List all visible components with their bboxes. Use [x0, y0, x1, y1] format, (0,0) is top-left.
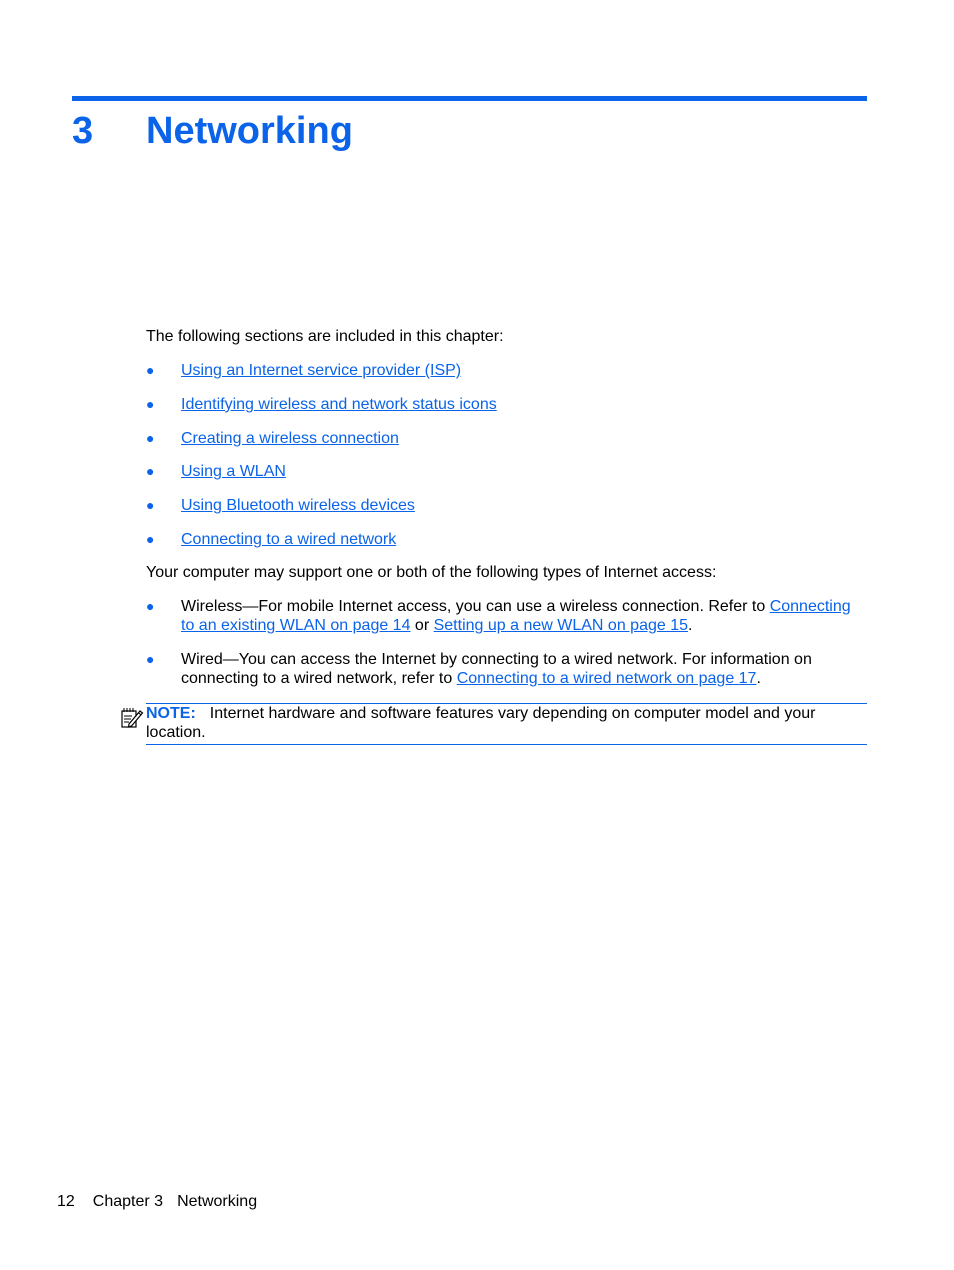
- wireless-description: Wireless—For mobile Internet access, you can use a wireless connection. Refer to Connecting to an existing WLAN on page 14 or Setting up a new WLAN on page 15.: [181, 598, 851, 634]
- page-footer: [57, 1192, 257, 1211]
- access-type-list: [146, 597, 866, 703]
- bullet-icon: ●: [146, 362, 155, 378]
- toc-link-wlan[interactable]: Using a WLAN: [181, 463, 286, 481]
- link-wired-network[interactable]: Connecting to a wired network on page 17: [456, 670, 757, 687]
- chapter-title: Networking: [146, 110, 353, 152]
- section-list: [146, 361, 866, 564]
- footer-title: Networking: [177, 1193, 258, 1210]
- list-item: [146, 530, 866, 549]
- intro-paragraph: The following sections are included in this chapter:: [146, 328, 504, 345]
- bullet-icon: ●: [146, 651, 155, 667]
- footer-chapter: Chapter 3: [92, 1193, 164, 1210]
- toc-link-wireless-connection[interactable]: Creating a wireless connection: [181, 429, 399, 447]
- bullet-icon: ●: [146, 463, 155, 480]
- note-body: Internet hardware and software features vary depending on computer model and your location.: [146, 705, 816, 741]
- bullet-icon: ●: [146, 497, 155, 514]
- bullet-icon: ●: [146, 598, 155, 614]
- list-item: [146, 496, 866, 515]
- access-types-paragraph: Your computer may support one or both of the following types of Internet access:: [146, 564, 717, 581]
- chapter-rule: [72, 96, 867, 101]
- note-label: NOTE:: [146, 705, 196, 722]
- bullet-icon: ●: [146, 530, 155, 547]
- toc-link-bluetooth[interactable]: Using Bluetooth wireless devices: [181, 497, 415, 515]
- list-item: [146, 395, 866, 414]
- bullet-icon: ●: [146, 429, 155, 446]
- list-item-wireless: [146, 597, 866, 635]
- link-existing-wlan[interactable]: Connecting to an existing WLAN on page 14: [181, 598, 851, 634]
- toc-link-isp[interactable]: Using an Internet service provider (ISP): [181, 362, 462, 379]
- link-new-wlan[interactable]: Setting up a new WLAN on page 15: [433, 617, 688, 634]
- toc-link-wired-network[interactable]: Connecting to a wired network: [181, 530, 397, 548]
- page-number: 12: [57, 1193, 75, 1210]
- list-item: [146, 429, 866, 448]
- bullet-icon: ●: [146, 395, 155, 412]
- wired-description: Wired—You can access the Internet by connecting to a wired network. For information on connecting to a wired network, refer to Connecting to a wired network on page 17.: [181, 651, 812, 687]
- list-item: [146, 361, 866, 380]
- list-item-wired: [146, 650, 866, 688]
- chapter-number: 3: [72, 110, 94, 152]
- toc-link-status-icons[interactable]: Identifying wireless and network status icons: [181, 395, 497, 413]
- note-text: [146, 704, 867, 742]
- note-pencil-icon: [120, 705, 144, 729]
- list-item: [146, 462, 866, 481]
- note-box: [146, 703, 867, 745]
